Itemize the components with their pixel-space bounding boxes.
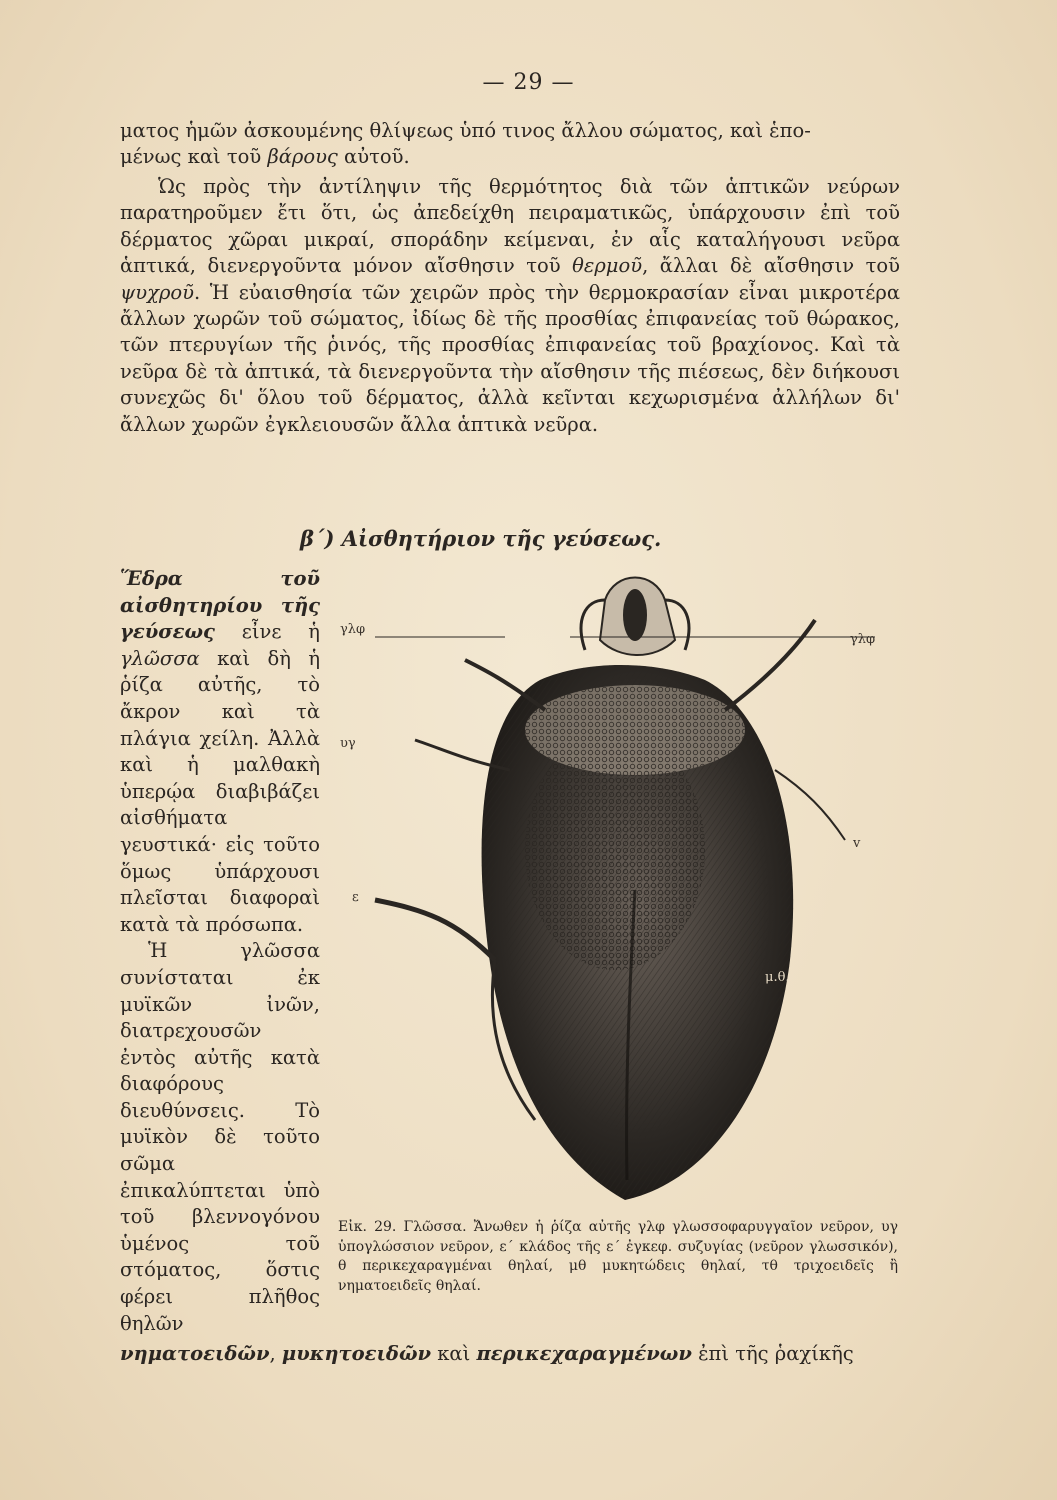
taste-text-1b: καὶ δὴ ἡ ῥίζα αὐτῆς, τὸ ἄκρον καὶ τὰ πλάγια χείλη. Ἀλλὰ καὶ ἡ μαλθακὴ ὑπερῴα διαβιβάζει αἰσθήματα γευστικά· εἰς τοῦτο ὅμως ὑπάρχουσι πλεῖσται διαφοραὶ κατὰ τὰ πρόσωπα. [120, 646, 320, 936]
lingual-nerve [375, 900, 495, 960]
temperature-text-3: . Ἡ εὐαισθησία τῶν χειρῶν πρὸς τὴν θερμοκρασίαν εἶναι μικροτέρα ἄλλων χωρῶν τοῦ σώματος, ἰδίως δὲ τῆς προσθίας ἐπιφανείας τοῦ θώρακος, τῶν πτερυγίων τῆς ῥινός, τῆς προσθίας ἐπιφανείας τοῦ βραχίονος. Καὶ τὰ νεῦρα δὲ τὰ ἁπτικά, τὰ διενεργοῦντα τὴν αἴσθησιν τῆς πιέσεως, δὲν διήκουσι συνεχῶς δι' ὅλου τοῦ δέρματος, ἀλλὰ κεῖνται κεχωρισμένα ἀλλήλων δι' ἄλλων χωρῶν ἐγκλειουσῶν ἄλλα ἁπτικὰ νεῦρα. [120, 280, 900, 436]
top-paragraph-italic: βάρους [267, 145, 338, 169]
warm-term: θερμοῦ [572, 254, 643, 278]
glossopharyngeal-nerve-right [725, 620, 815, 710]
label-glph-right: γλφ [850, 632, 876, 647]
fungiform-term: μυκητοειδῶν [281, 1342, 432, 1365]
taste-text-1a: εἶνε ἡ [214, 620, 320, 644]
label-e: ε [352, 890, 359, 905]
temperature-text-1: Ὡς πρὸς τὴν ἀντίληψιν τῆς θερμότητος διὰ τῶν ἁπτικῶν νεύρων παρατηροῦμεν ἔτι ὅτι, ὡς ἀπεδείχθη πειραματικῶς, ὑπάρχουσιν ἐπὶ τοῦ δέρματος χῶραι μικραί, σποράδην κείμεναι, ἐν αἷς καταλήγουσι νεῦρα ἁπτικά, διενεργοῦντα μόνον αἴσθησιν τοῦ [120, 175, 900, 278]
tongue-term: γλῶσσα [120, 646, 200, 670]
top-paragraph-line2-end: αὐτοῦ. [337, 145, 410, 169]
larynx-opening [623, 589, 647, 641]
label-glph-left: γλφ [340, 622, 366, 637]
top-paragraph-line2-start: μένως καὶ τοῦ [120, 145, 268, 169]
last-line-sep: , [269, 1342, 282, 1365]
left-column-text [120, 566, 320, 1337]
filiform-term: νηματοειδῶν [120, 1342, 270, 1365]
taste-organ-subheading: Ἕδρα τοῦ αἰσθητηρίου τῆς γεύσεως [120, 567, 320, 644]
temperature-text-2: , ἄλλαι δὲ αἴσθησιν τοῦ [642, 254, 900, 278]
label-v: v [853, 836, 861, 851]
top-paragraph-line1: ματος ἡμῶν ἀσκουμένης θλίψεως ὑπό τινος ἄλλου σώματος, καὶ ἑπο- [120, 119, 811, 142]
page-number: — 29 — [482, 70, 575, 95]
label-mth: μ.θ. [765, 970, 790, 985]
last-line [120, 1342, 900, 1365]
cold-term: ψυχροῦ [120, 280, 195, 304]
tongue-engraving [335, 560, 905, 1210]
tongue-illustration [335, 560, 905, 1210]
last-line-mid: καὶ [431, 1342, 477, 1365]
tongue-structure-text: Ἡ γλῶσσα συνίσταται ἐκ μυϊκῶν ἰνῶν, διατρεχουσῶν ἐντὸς αὐτῆς κατὰ διαφόρους διευθύνσεις. Τὸ μυϊκὸν δὲ τοῦτο σῶμα ἐπικαλύπτεται ὑπὸ τοῦ βλεννογόνου ὑμένος τοῦ στόματος, ὅστις φέρει πλῆθος θηλῶν [120, 939, 320, 1335]
label-yg: υγ [340, 736, 356, 751]
figure-caption: Εἰκ. 29. Γλῶσσα. Ἄνωθεν ἡ ῥίζα αὐτῆς γλφ γλωσσοφαρυγγαῖον νεῦρον, υγ ὑπογλώσσιον νεῦρον, ε΄ κλάδος τῆς ε΄ ἐγκεφ. συζυγίας (νεῦρον γλωσσικόν), θ περικεχαραγμέναι θηλαί, μθ μυκητώδεις θηλαί, τθ τριχοειδεῖς ἢ νηματοειδεῖς θηλαί. [338, 1219, 898, 1294]
top-paragraph [120, 118, 900, 171]
circumvallate-term: περικεχαραγμένων [476, 1342, 692, 1365]
last-line-end: ἐπὶ τῆς ῥαχίκῆς [691, 1342, 854, 1365]
temperature-paragraph [120, 174, 900, 438]
section-heading: β΄) Αἰσθητήριον τῆς γεύσεως. [300, 526, 662, 551]
circumvallate-papillae [525, 685, 745, 775]
